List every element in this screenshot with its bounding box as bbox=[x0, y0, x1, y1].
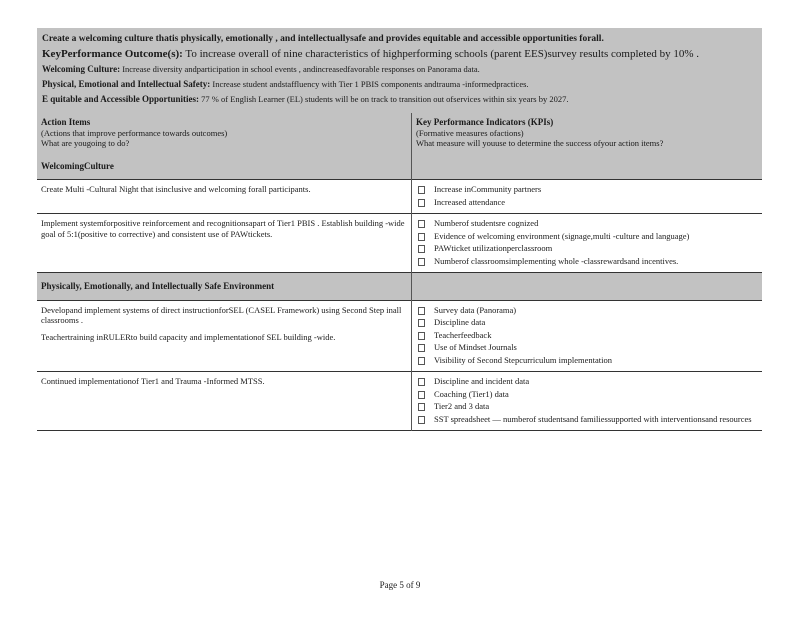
equitable-label: E quitable and Accessible Opportunities: bbox=[42, 94, 200, 104]
kpi-list bbox=[416, 218, 758, 266]
action-text: Developand implement systems of direct instructionforSEL (CASEL Framework) using Second Step inall classrooms . bbox=[41, 304, 402, 325]
checkbox-icon bbox=[418, 245, 425, 253]
kpi-item bbox=[416, 330, 758, 341]
key-performance-outcome bbox=[42, 48, 757, 60]
table-row bbox=[37, 372, 762, 431]
checkbox-icon bbox=[418, 332, 425, 340]
kpi-title: Key Performance Indicators (KPIs) bbox=[416, 117, 554, 127]
kpi-item bbox=[416, 342, 758, 353]
section-title-welcoming: WelcomingCulture bbox=[37, 153, 412, 180]
checkbox-icon bbox=[418, 186, 425, 194]
checkbox-icon bbox=[418, 391, 425, 399]
action-item: Continued implementationof Tier1 and Trauma -Informed MTSS. bbox=[37, 372, 412, 431]
kpi-text: Discipline and incident data bbox=[434, 376, 530, 386]
kpi-text: Increase inCommunity partners bbox=[434, 184, 542, 194]
kpi-item bbox=[416, 305, 758, 316]
equitable-text: 77 % of English Learner (EL) students will be on track to transition out ofservices within six years by 2027. bbox=[201, 94, 569, 104]
checkbox-icon bbox=[418, 319, 425, 327]
kpi-text: Visibility of Second Stepcurriculum implementation bbox=[434, 354, 612, 365]
checkbox-icon bbox=[418, 357, 425, 365]
kpi-item bbox=[416, 401, 758, 412]
goal-header bbox=[37, 28, 762, 113]
checkbox-icon bbox=[418, 416, 425, 424]
physical-safety-goal bbox=[42, 79, 757, 90]
welcoming-text: Increase diversity andparticipation in school events , andincreasedfavorable responses on Panorama data. bbox=[122, 64, 480, 74]
kpi-list-cell bbox=[412, 180, 763, 214]
physical-label: Physical, Emotional and Intellectual Safety: bbox=[42, 79, 211, 89]
section-row-welcoming bbox=[37, 153, 762, 180]
page-content bbox=[37, 28, 762, 431]
physical-text: Increase student andstaffluency with Tier 1 PBIS components andtrauma -informedpractices. bbox=[212, 79, 529, 89]
checkbox-icon bbox=[418, 233, 425, 241]
kpi-list bbox=[416, 305, 758, 366]
kpi-text: Tier2 and 3 data bbox=[434, 401, 490, 411]
kpi-text: PAWticket utilizationperclassroom bbox=[434, 243, 553, 253]
kpi-item bbox=[416, 376, 758, 387]
checkbox-icon bbox=[418, 307, 425, 315]
section-blank bbox=[412, 153, 763, 180]
action-items-question: What are yougoing to do? bbox=[41, 138, 130, 148]
action-items-subtitle: (Actions that improve performance towards outcomes) bbox=[41, 127, 228, 138]
kpi-text: Teacherfeedback bbox=[434, 329, 492, 340]
checkbox-icon bbox=[418, 344, 425, 352]
action-item bbox=[37, 300, 412, 372]
checkbox-icon bbox=[418, 220, 425, 228]
kpi-list-cell bbox=[412, 214, 763, 273]
kpi-text: Increased attendance bbox=[434, 196, 506, 207]
kpi-item bbox=[416, 184, 758, 195]
action-item: Create Multi -Cultural Night that isinclusive and welcoming forall participants. bbox=[37, 180, 412, 214]
page-number: Page 5 of 9 bbox=[379, 580, 421, 590]
kpi-text: Numberof studentsre cognized bbox=[434, 218, 539, 228]
section-row-safe-environment bbox=[37, 273, 762, 301]
section-title-safe-environment: Physically, Emotionally, and Intellectually Safe Environment bbox=[37, 273, 412, 301]
kpo-text: To increase overall of nine characteristics of highperforming schools (parent EES)survey results completed by 10% . bbox=[185, 48, 699, 60]
goal-statement: Create a welcoming culture thatis physically, emotionally , and intellectuallysafe and provides equitable and accessible opportunities forall. bbox=[42, 34, 604, 44]
checkbox-icon bbox=[418, 378, 425, 386]
kpo-label: KeyPerformance Outcome(s): bbox=[42, 48, 183, 60]
kpi-list-cell bbox=[412, 300, 763, 372]
action-plan-table bbox=[37, 113, 762, 431]
kpi-item bbox=[416, 231, 758, 242]
welcoming-label: Welcoming Culture: bbox=[42, 64, 121, 74]
checkbox-icon bbox=[418, 199, 425, 207]
kpi-text: Discipline data bbox=[434, 317, 486, 327]
kpi-text: Survey data (Panorama) bbox=[434, 304, 517, 315]
table-row bbox=[37, 300, 762, 372]
kpi-text: Coaching (Tier1) data bbox=[434, 388, 509, 399]
checkbox-icon bbox=[418, 258, 425, 266]
action-item: Implement systemforpositive reinforcement and recognitionsapart of Tier1 PBIS . Establish building -wide goal of 5:1(positive to corrective) and consistent use of PAWtickets. bbox=[37, 214, 412, 273]
kpi-item bbox=[416, 355, 758, 366]
kpi-item bbox=[416, 389, 758, 400]
kpi-header bbox=[412, 113, 763, 153]
action-items-title: Action Items bbox=[41, 117, 91, 127]
kpi-subtitle: (Formative measures ofactions) bbox=[416, 127, 524, 138]
kpi-list-cell bbox=[412, 372, 763, 431]
kpi-item bbox=[416, 317, 758, 328]
section-blank bbox=[412, 273, 763, 301]
kpi-item bbox=[416, 414, 758, 425]
kpi-text: Use of Mindset Journals bbox=[434, 342, 517, 352]
kpi-question: What measure will youuse to determine the success ofyour action items? bbox=[416, 138, 664, 148]
welcoming-culture-goal bbox=[42, 64, 757, 75]
kpi-item bbox=[416, 218, 758, 229]
table-row bbox=[37, 214, 762, 273]
kpi-text: Numberof classroomsimplementing whole -classrewardsand incentives. bbox=[434, 255, 679, 266]
checkbox-icon bbox=[418, 403, 425, 411]
kpi-text: SST spreadsheet — numberof studentsand familiessupported with interventionsand resources bbox=[434, 413, 752, 424]
equitable-goal bbox=[42, 94, 757, 105]
column-header-row bbox=[37, 113, 762, 153]
table-row bbox=[37, 180, 762, 214]
kpi-item bbox=[416, 243, 758, 254]
kpi-list bbox=[416, 376, 758, 424]
kpi-text: Evidence of welcoming environment (signage,multi -culture and language) bbox=[434, 230, 690, 241]
action-text: Teachertraining inRULERto build capacity and implementationof SEL building -wide. bbox=[41, 331, 336, 342]
action-items-header bbox=[37, 113, 412, 153]
kpi-item bbox=[416, 197, 758, 208]
kpi-list bbox=[416, 184, 758, 207]
kpi-item bbox=[416, 256, 758, 267]
